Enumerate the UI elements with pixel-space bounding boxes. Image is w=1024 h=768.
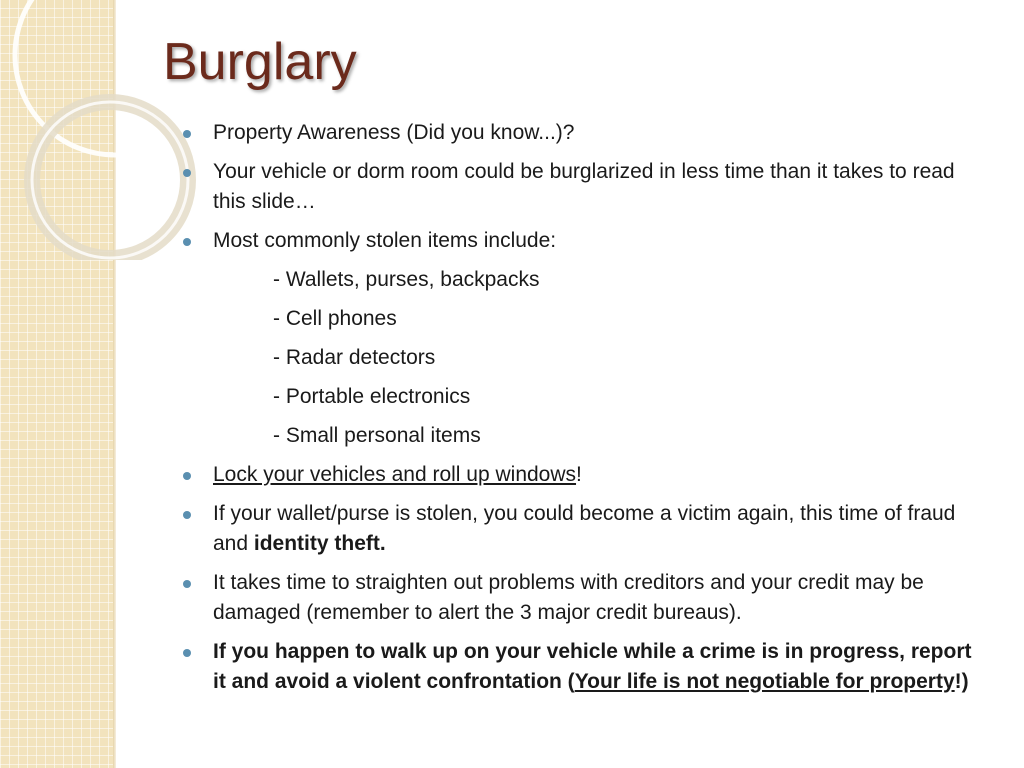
stolen-item-cell-phones: - Cell phones [273, 307, 397, 330]
bullet-lock-vehicles [183, 460, 983, 490]
bullet-identity-theft [183, 499, 983, 559]
lock-vehicles-link[interactable]: Lock your vehicles and roll up windows [213, 463, 577, 486]
crime-in-progress-text: If you happen to walk up on your vehicle while a crime is in progress, report it and avoid a violent confrontation ( [213, 640, 972, 693]
slide-content [183, 118, 983, 706]
identity-theft-text: If your wallet/purse is stolen, you could become a victim again, this time of fraud and [213, 502, 956, 555]
stolen-item-radar-detectors: - Radar detectors [273, 346, 436, 369]
bullet-credit-problems: It takes time to straighten out problems with creditors and your credit may be damaged (remember to alert the 3 major credit bureaus). [183, 568, 983, 628]
bullet-crime-in-progress [183, 637, 983, 697]
bullet-burglary-time: Your vehicle or dorm room could be burglarized in less time than it takes to read this slide… [183, 157, 983, 217]
identity-theft-bold: identity theft. [253, 532, 386, 555]
slide-title: Burglary [163, 33, 357, 91]
stolen-item-small-personal-items: - Small personal items [273, 424, 481, 447]
lock-vehicles-exclamation: ! [576, 463, 582, 486]
stolen-item-wallets: - Wallets, purses, backpacks [273, 268, 540, 291]
crime-in-progress-end: !) [954, 670, 969, 693]
bullet-stolen-items: Most commonly stolen items include: [183, 226, 983, 256]
stolen-item-portable-electronics: - Portable electronics [273, 385, 471, 408]
life-not-negotiable-text: Your life is not negotiable for property [574, 670, 955, 693]
bullet-property-awareness: Property Awareness (Did you know...)? [183, 118, 983, 148]
decorative-ring-small-inner [32, 102, 188, 258]
